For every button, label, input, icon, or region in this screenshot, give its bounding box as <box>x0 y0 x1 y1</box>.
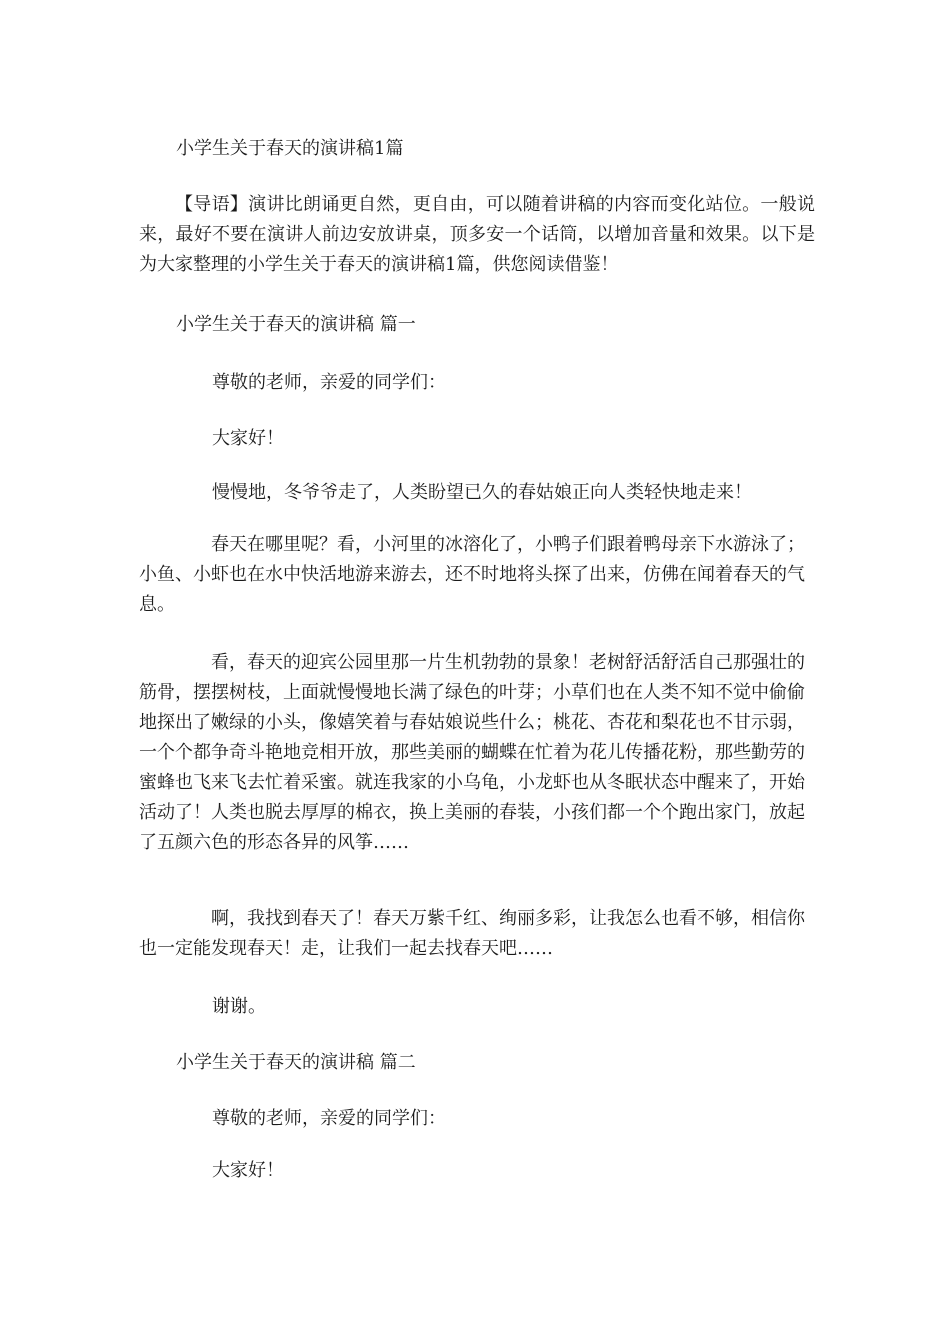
document-title: 小学生关于春天的演讲稿1篇 <box>176 138 404 159</box>
intro-paragraph: 【导语】演讲比朗诵更自然，更自由，可以随着讲稿的内容而变化站位。一般说来，最好不要在演讲人前边安放讲桌，顶多安一个话筒，以增加音量和效果。以下是为大家整理的小学生关于春天的演讲稿1篇，供您阅读借鉴！ <box>139 194 815 275</box>
section-1-paragraph-3: 慢慢地，冬爷爷走了，人类盼望已久的春姑娘正向人类轻快地走来！ <box>212 482 752 503</box>
section-2-heading: 小学生关于春天的演讲稿 篇二 <box>176 1052 416 1073</box>
section-1-paragraph-6: 啊，我找到春天了！春天万紫千红、绚丽多彩，让我怎么也看不够，相信你也一定能发现春天！走，让我们一起去找春天吧…… <box>139 908 805 959</box>
section-2-salutation: 尊敬的老师，亲爱的同学们： <box>212 1108 446 1129</box>
section-1-greeting: 大家好！ <box>212 428 284 449</box>
section-1-paragraph-4: 春天在哪里呢？看，小河里的冰溶化了，小鸭子们跟着鸭母亲下水游泳了；小鱼、小虾也在水中快活地游来游去，还不时地将头探了出来，仿佛在闻着春天的气息。 <box>139 534 805 615</box>
section-1-paragraph-5: 看，春天的迎宾公园里那一片生机勃勃的景象！老树舒活舒活自己那强壮的筋骨，摆摆树枝，上面就慢慢地长满了绿色的叶芽；小草们也在人类不知不觉中偷偷地探出了嫩绿的小头，像嬉笑着与春姑娘说些什么；桃花、杏花和梨花也不甘示弱，一个个都争奇斗艳地竞相开放，那些美丽的蝴蝶在忙着为花儿传播花粉，那些勤劳的蜜蜂也飞来飞去忙着采蜜。就连我家的小乌龟，小龙虾也从冬眠状态中醒来了，开始活动了！人类也脱去厚厚的棉衣，换上美丽的春装，小孩们都一个个跑出家门，放起了五颜六色的形态各异的风筝…… <box>139 652 805 853</box>
section-1-closing: 谢谢。 <box>212 996 266 1017</box>
section-2-greeting: 大家好！ <box>212 1160 284 1181</box>
section-1-heading: 小学生关于春天的演讲稿 篇一 <box>176 314 416 335</box>
section-1-salutation: 尊敬的老师，亲爱的同学们： <box>212 372 446 393</box>
